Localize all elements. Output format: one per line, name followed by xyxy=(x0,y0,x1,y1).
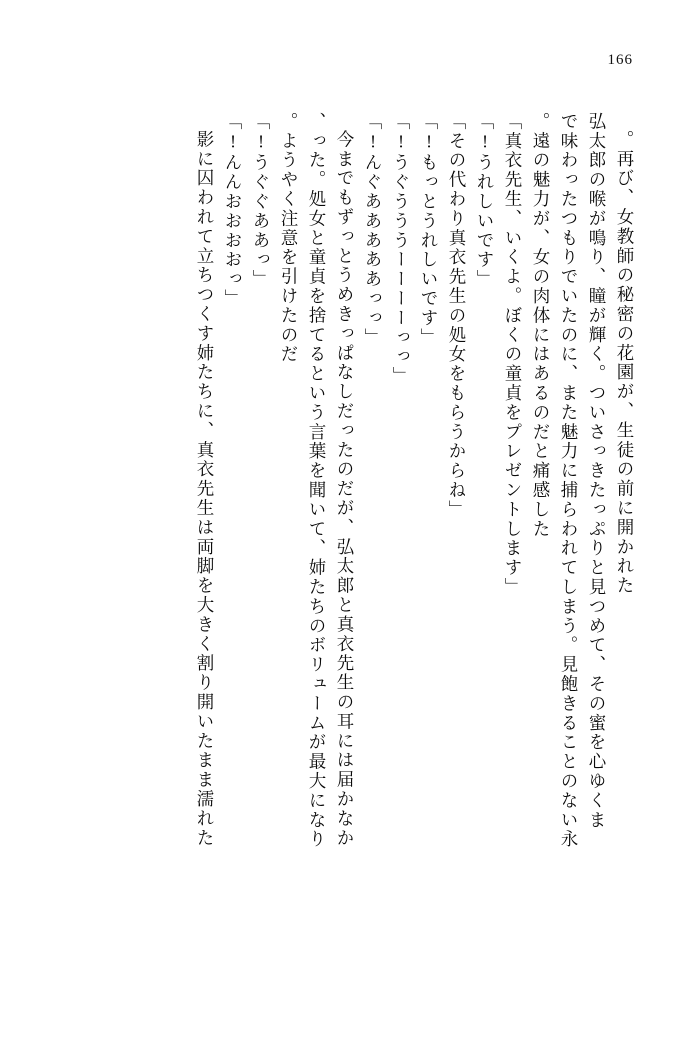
text-column: 影に囚われて立ちつくす姉たちに、真衣先生は両脚を大きく割り開いたまま濡れた xyxy=(195,130,215,848)
text-column: 遠の魅力が、女の肉体にはあるのだと痛感した。 xyxy=(531,112,551,539)
vertical-text-body xyxy=(62,112,633,942)
text-column: で味わったつもりでいたのに、また魅力に捕らわれてしまう。見飽きることのない永 xyxy=(559,112,579,850)
text-column: 「真衣先生、いくよ。ぼくの童貞をプレゼントします」 xyxy=(503,112,523,598)
text-column: 再び、女教師の秘密の花園が、生徒の前に開かれた。 xyxy=(615,130,635,596)
text-column: った。処女と童貞を捨てるという言葉を聞いて、姉たちのボリュームが最大になり、 xyxy=(307,112,327,850)
page-number: 166 xyxy=(607,52,633,68)
text-column: 「その代わり真衣先生の処女をもらうからね」 xyxy=(447,112,467,520)
text-column: ようやく注意を引けたのだ。 xyxy=(279,112,299,365)
text-column: 「もっとうれしいです!」 xyxy=(419,112,439,348)
text-column: 「んんおおおおっ!」 xyxy=(223,112,243,309)
text-column: 今までもずっとうめきっぱなしだったのだが、弘太郎と真衣先生の耳には届かなか xyxy=(335,130,355,848)
text-column: 「んぐあああああっっ!」 xyxy=(363,112,383,348)
text-column: 弘太郎の喉が鳴り、瞳が輝く。ついさっきたっぷりと見つめて、その蜜を心ゆくま xyxy=(587,112,607,830)
text-column: 「うれしいです!」 xyxy=(475,112,495,290)
text-column: 「うぐうううーーーーっっ!」 xyxy=(391,112,411,387)
text-column: 「うぐぐああっ!」 xyxy=(251,112,271,290)
